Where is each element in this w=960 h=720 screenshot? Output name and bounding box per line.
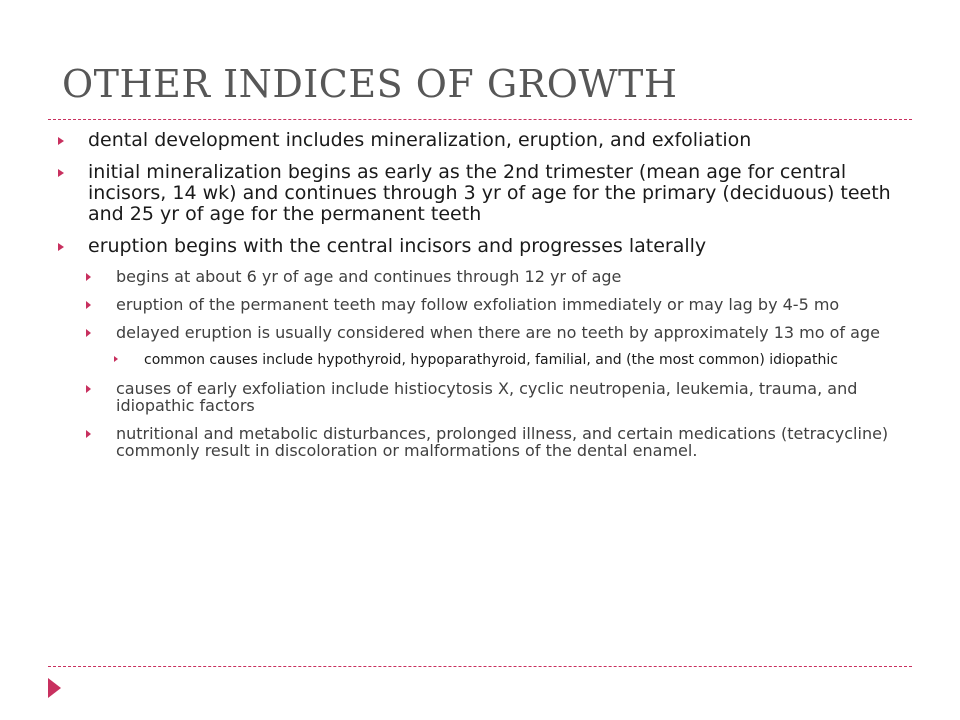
sub-bullet-item	[86, 425, 908, 459]
bullet-arrow-icon	[114, 356, 118, 362]
bullet-text: eruption begins with the central incisors and progresses laterally	[88, 235, 707, 257]
title-divider	[48, 119, 912, 120]
sub-bullet-item	[86, 324, 908, 341]
bullet-arrow-icon	[58, 137, 64, 145]
bullet-arrow-icon	[86, 385, 91, 393]
bullet-item	[58, 130, 908, 151]
footer-divider	[48, 666, 912, 667]
sub-bullet-item	[86, 380, 908, 414]
bullet-item	[58, 162, 908, 225]
play-arrow-icon	[48, 678, 61, 698]
bullet-arrow-icon	[58, 243, 64, 251]
sub-bullet-item	[86, 268, 908, 285]
sub-bullet-text: delayed eruption is usually considered when there are no teeth by approximately 13 mo of age	[116, 323, 880, 342]
bullet-arrow-icon	[86, 430, 91, 438]
bullet-text: dental development includes mineralization, eruption, and exfoliation	[88, 129, 752, 151]
sub-bullet-text: causes of early exfoliation include histiocytosis X, cyclic neutropenia, leukemia, trauma, and idiopathic factors	[116, 379, 858, 415]
bullet-list	[58, 130, 908, 470]
bullet-text: initial mineralization begins as early as the 2nd trimester (mean age for central incisors, 14 wk) and continues through 3 yr of age for the primary (deciduous) teeth and 25 yr of age for the permanent teeth	[88, 161, 891, 225]
bullet-arrow-icon	[86, 329, 91, 337]
sub-bullet-text: eruption of the permanent teeth may follow exfoliation immediately or may lag by 4-5 mo	[116, 295, 840, 314]
sub-bullet-item	[86, 296, 908, 313]
bullet-item	[58, 236, 908, 257]
sub-bullet-text: begins at about 6 yr of age and continues through 12 yr of age	[116, 267, 622, 286]
bullet-arrow-icon	[58, 169, 64, 177]
bullet-arrow-icon	[86, 301, 91, 309]
sub-sub-bullet-item	[114, 352, 908, 368]
bullet-arrow-icon	[86, 273, 91, 281]
sub-sub-bullet-text: common causes include hypothyroid, hypoparathyroid, familial, and (the most common) idiopathic	[144, 352, 838, 368]
slide-title: OTHER INDICES OF GROWTH	[62, 62, 678, 106]
sub-bullet-text: nutritional and metabolic disturbances, prolonged illness, and certain medications (tetracycline) commonly result in discoloration or malformations of the dental enamel.	[116, 424, 889, 460]
